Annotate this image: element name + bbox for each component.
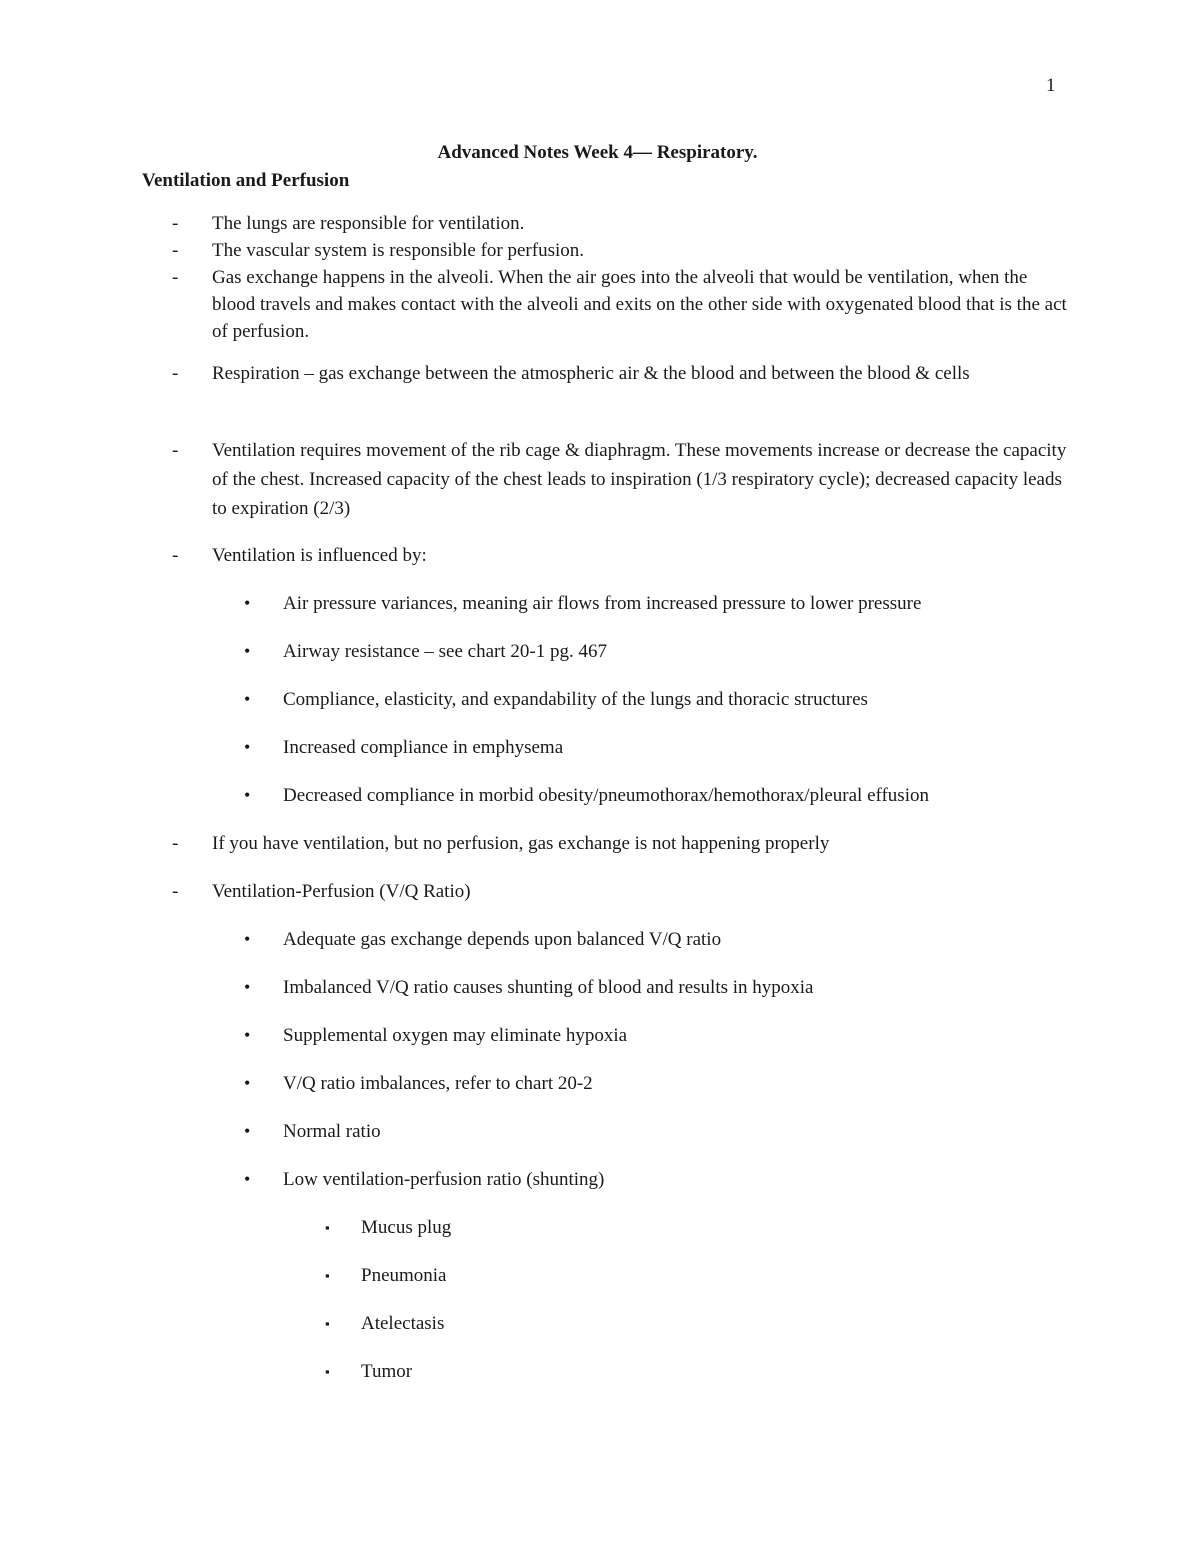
bullet-marker: • [244,1073,251,1093]
list-item-text: Gas exchange happens in the alveoli. When the air goes into the alveoli that would be ventilation, when the blood travels and makes contact with the alveoli and exits on the other side with oxygenated blood that is the act of perfusion. [212,267,1067,342]
list-item [172,830,1067,857]
bullet-marker: • [244,785,251,805]
list-item-text: Ventilation is influenced by: [212,545,427,566]
document-title: Advanced Notes Week 4— Respiratory. [437,142,758,163]
bullet-item [244,782,1064,809]
sub-bullet-item [325,1310,1025,1337]
page-number: 1 [1046,75,1056,96]
bullet-item-text: Imbalanced V/Q ratio causes shunting of blood and results in hypoxia [283,977,814,998]
bullet-item [244,686,1064,713]
sub-bullet-item [325,1262,1025,1289]
sub-bullet-item-text: Mucus plug [361,1217,452,1238]
bullet-item [244,1022,1064,1049]
bullet-marker: • [244,929,251,949]
bullet-item [244,974,1064,1001]
list-item [172,878,1067,905]
list-item [172,210,1067,237]
bullet-item-text: Supplemental oxygen may eliminate hypoxia [283,1025,628,1046]
dash-marker: - [172,213,179,234]
bullet-item-text: Air pressure variances, meaning air flows from increased pressure to lower pressure [283,593,922,614]
square-bullet-marker: ▪ [325,1268,330,1283]
list-item-text: Respiration – gas exchange between the atmospheric air & the blood and between the blood & cells [212,363,970,384]
bullet-item-text: Low ventilation-perfusion ratio (shunting) [283,1169,605,1190]
sub-bullet-item-text: Tumor [361,1361,413,1382]
sub-bullet-item-text: Atelectasis [361,1313,445,1334]
dash-marker: - [172,881,179,902]
bullet-marker: • [244,737,251,757]
bullet-marker: • [244,1025,251,1045]
bullet-item [244,638,1064,665]
dash-marker: - [172,363,179,384]
sub-bullet-item-text: Pneumonia [361,1265,447,1286]
bullet-marker: • [244,593,251,613]
bullet-item [244,590,1064,617]
bullet-marker: • [244,1169,251,1189]
bullet-marker: • [244,977,251,997]
section-heading: Ventilation and Perfusion [142,170,350,191]
list-item-text: Ventilation-Perfusion (V/Q Ratio) [212,881,471,902]
bullet-marker: • [244,1121,251,1141]
bullet-marker: • [244,641,251,661]
list-item-text: Ventilation requires movement of the rib cage & diaphragm. These movements increase or decrease the capacity of the chest. Increased capacity of the chest leads to inspiration (1/3 respiratory cycle); decreased capacity leads to expiration (2/3) [212,440,1067,519]
bullet-item [244,734,1064,761]
bullet-item-text: Decreased compliance in morbid obesity/pneumothorax/hemothorax/pleural effusion [283,785,929,806]
list-item-text: The vascular system is responsible for perfusion. [212,240,584,261]
square-bullet-marker: ▪ [325,1316,330,1331]
dash-marker: - [172,240,179,261]
square-bullet-marker: ▪ [325,1364,330,1379]
bullet-item [244,926,1064,953]
bullet-item [244,1070,1064,1097]
dash-marker: - [172,440,179,461]
bullet-item-text: V/Q ratio imbalances, refer to chart 20-2 [283,1073,593,1094]
list-item [172,360,1067,387]
bullet-marker: • [244,689,251,709]
dash-marker: - [172,833,179,854]
dash-marker: - [172,267,179,288]
list-item [172,264,1067,345]
list-item-text: If you have ventilation, but no perfusion, gas exchange is not happening properly [212,833,830,854]
bullet-item-text: Airway resistance – see chart 20-1 pg. 467 [283,641,607,662]
bullet-item [244,1166,1064,1193]
list-item [172,436,1067,523]
sub-bullet-item [325,1358,1025,1385]
list-item-text: The lungs are responsible for ventilation. [212,213,525,234]
sub-bullet-item [325,1214,1025,1241]
square-bullet-marker: ▪ [325,1220,330,1235]
dash-marker: - [172,545,179,566]
bullet-item [244,1118,1064,1145]
list-item [172,237,1067,264]
bullet-item-text: Adequate gas exchange depends upon balanced V/Q ratio [283,929,722,950]
bullet-item-text: Compliance, elasticity, and expandability of the lungs and thoracic structures [283,689,868,710]
list-item [172,542,1067,569]
bullet-item-text: Normal ratio [283,1121,381,1142]
bullet-item-text: Increased compliance in emphysema [283,737,564,758]
